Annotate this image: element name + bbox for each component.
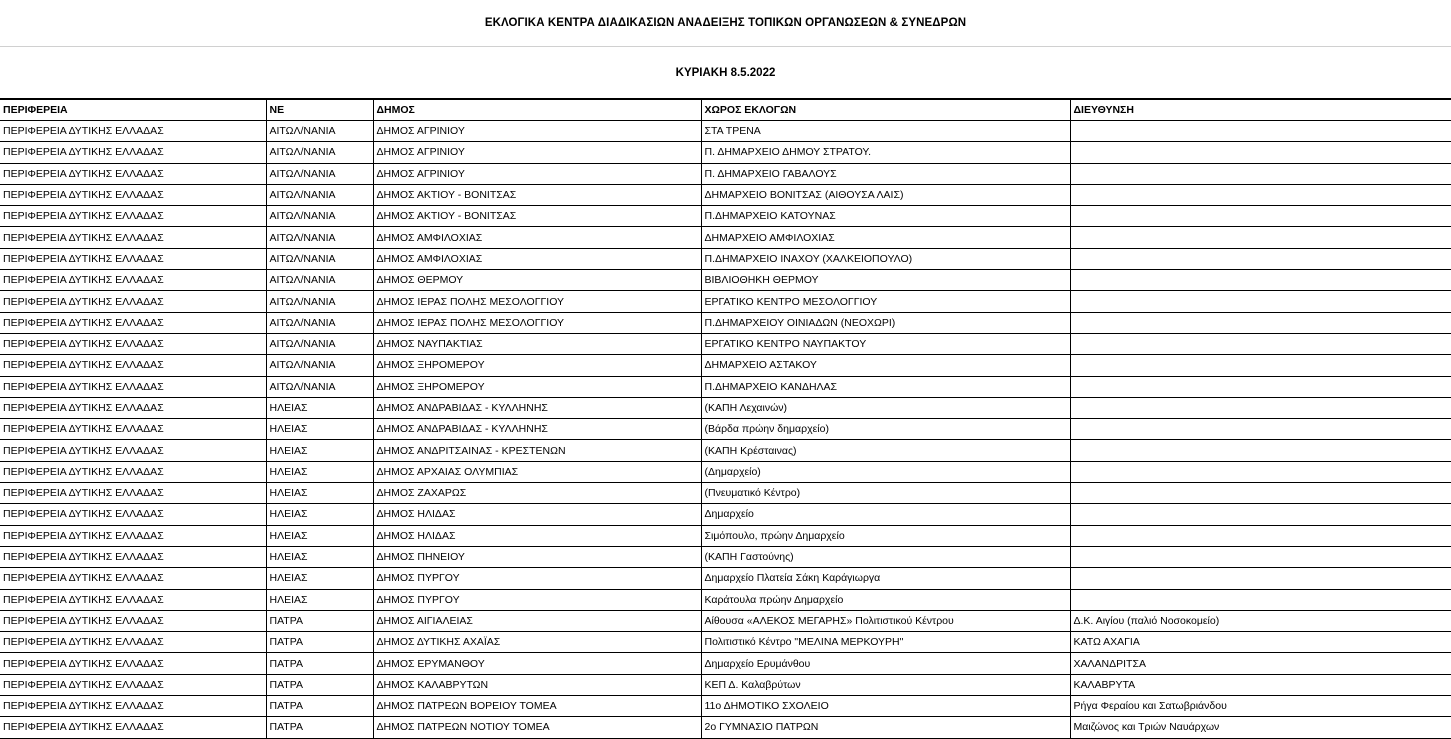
table-row bbox=[0, 483, 1451, 504]
table-row bbox=[0, 674, 1451, 695]
cell-regional-unit[interactable]: ΗΛΕΙΑΣ bbox=[266, 397, 373, 418]
table-row bbox=[0, 291, 1451, 312]
cell-regional-unit[interactable]: ΑΙΤΩΛ/ΝΑΝΙΑ bbox=[266, 142, 373, 163]
sheet-subtitle-row bbox=[0, 47, 1451, 99]
table-row bbox=[0, 419, 1451, 440]
table-row bbox=[0, 461, 1451, 482]
cell-regional-unit[interactable]: ΑΙΤΩΛ/ΝΑΝΙΑ bbox=[266, 355, 373, 376]
cell-polling-place[interactable]: ΔΗΜΑΡΧΕΙΟ ΑΣΤΑΚΟΥ bbox=[701, 355, 1070, 376]
cell-region[interactable]: ΠΕΡΙΦΕΡΕΙΑ ΔΥΤΙΚΗΣ ΕΛΛΑΔΑΣ bbox=[0, 653, 266, 674]
cell-regional-unit[interactable]: ΠΑΤΡΑ bbox=[266, 610, 373, 631]
table-row bbox=[0, 397, 1451, 418]
cell-municipality[interactable]: ΔΗΜΟΣ ΠΑΤΡΕΩΝ ΝΟΤΙΟΥ ΤΟΜΕΑ bbox=[373, 717, 701, 738]
cell-region[interactable]: ΠΕΡΙΦΕΡΕΙΑ ΔΥΤΙΚΗΣ ΕΛΛΑΔΑΣ bbox=[0, 483, 266, 504]
cell-regional-unit[interactable]: ΗΛΕΙΑΣ bbox=[266, 419, 373, 440]
cell-regional-unit[interactable]: ΠΑΤΡΑ bbox=[266, 717, 373, 738]
cell-regional-unit[interactable]: ΗΛΕΙΑΣ bbox=[266, 546, 373, 567]
cell-municipality[interactable]: ΔΗΜΟΣ ΘΕΡΜΟΥ bbox=[373, 270, 701, 291]
cell-address[interactable] bbox=[1070, 206, 1451, 227]
cell-region[interactable]: ΠΕΡΙΦΕΡΕΙΑ ΔΥΤΙΚΗΣ ΕΛΛΑΔΑΣ bbox=[0, 397, 266, 418]
cell-region[interactable]: ΠΕΡΙΦΕΡΕΙΑ ΔΥΤΙΚΗΣ ΕΛΛΑΔΑΣ bbox=[0, 270, 266, 291]
cell-regional-unit[interactable]: ΗΛΕΙΑΣ bbox=[266, 589, 373, 610]
cell-municipality[interactable]: ΔΗΜΟΣ ΗΛΙΔΑΣ bbox=[373, 504, 701, 525]
cell-polling-place[interactable]: Π. ΔΗΜΑΡΧΕΙΟ ΔΗΜΟΥ ΣΤΡΑΤΟΥ. bbox=[701, 142, 1070, 163]
cell-address[interactable] bbox=[1070, 376, 1451, 397]
cell-municipality[interactable]: ΔΗΜΟΣ ΑΙΓΙΑΛΕΙΑΣ bbox=[373, 610, 701, 631]
cell-region[interactable]: ΠΕΡΙΦΕΡΕΙΑ ΔΥΤΙΚΗΣ ΕΛΛΑΔΑΣ bbox=[0, 568, 266, 589]
cell-polling-place[interactable]: Πολιτιστικό Κέντρο "ΜΕΛΙΝΑ ΜΕΡΚΟΥΡΗ" bbox=[701, 632, 1070, 653]
cell-region[interactable]: ΠΕΡΙΦΕΡΕΙΑ ΔΥΤΙΚΗΣ ΕΛΛΑΔΑΣ bbox=[0, 440, 266, 461]
cell-address[interactable] bbox=[1070, 589, 1451, 610]
cell-municipality[interactable]: ΔΗΜΟΣ ΠΥΡΓΟΥ bbox=[373, 568, 701, 589]
cell-municipality[interactable]: ΔΗΜΟΣ ΑΝΔΡΙΤΣΑΙΝΑΣ - ΚΡΕΣΤΕΝΩΝ bbox=[373, 440, 701, 461]
cell-municipality[interactable]: ΔΗΜΟΣ ΙΕΡΑΣ ΠΟΛΗΣ ΜΕΣΟΛΟΓΓΙΟΥ bbox=[373, 312, 701, 333]
cell-regional-unit[interactable]: ΗΛΕΙΑΣ bbox=[266, 525, 373, 546]
table-header-row bbox=[0, 100, 1451, 121]
election-centers-table bbox=[0, 99, 1451, 739]
cell-address[interactable] bbox=[1070, 184, 1451, 205]
cell-address[interactable] bbox=[1070, 291, 1451, 312]
cell-region[interactable]: ΠΕΡΙΦΕΡΕΙΑ ΔΥΤΙΚΗΣ ΕΛΛΑΔΑΣ bbox=[0, 525, 266, 546]
cell-region[interactable]: ΠΕΡΙΦΕΡΕΙΑ ΔΥΤΙΚΗΣ ΕΛΛΑΔΑΣ bbox=[0, 504, 266, 525]
cell-regional-unit[interactable]: ΑΙΤΩΛ/ΝΑΝΙΑ bbox=[266, 227, 373, 248]
cell-regional-unit[interactable]: ΗΛΕΙΑΣ bbox=[266, 483, 373, 504]
cell-region[interactable]: ΠΕΡΙΦΕΡΕΙΑ ΔΥΤΙΚΗΣ ΕΛΛΑΔΑΣ bbox=[0, 291, 266, 312]
table-row bbox=[0, 653, 1451, 674]
header-municipality[interactable]: ΔΗΜΟΣ bbox=[373, 100, 701, 121]
table-row bbox=[0, 227, 1451, 248]
cell-address[interactable] bbox=[1070, 270, 1451, 291]
cell-municipality[interactable]: ΔΗΜΟΣ ΙΕΡΑΣ ΠΟΛΗΣ ΜΕΣΟΛΟΓΓΙΟΥ bbox=[373, 291, 701, 312]
cell-polling-place[interactable]: Π.ΔΗΜΑΡΧΕΙΟΥ ΟΙΝΙΑΔΩΝ (ΝΕΟΧΩΡΙ) bbox=[701, 312, 1070, 333]
cell-region[interactable]: ΠΕΡΙΦΕΡΕΙΑ ΔΥΤΙΚΗΣ ΕΛΛΑΔΑΣ bbox=[0, 121, 266, 142]
table-row bbox=[0, 568, 1451, 589]
cell-address[interactable]: Μαιζώνος και Τριών Ναυάρχων bbox=[1070, 717, 1451, 738]
table-row bbox=[0, 184, 1451, 205]
cell-polling-place[interactable]: Π. ΔΗΜΑΡΧΕΙΟ ΓΑΒΑΛΟΥΣ bbox=[701, 163, 1070, 184]
cell-municipality[interactable]: ΔΗΜΟΣ ΔΥΤΙΚΗΣ ΑΧΑΪΑΣ bbox=[373, 632, 701, 653]
cell-municipality[interactable]: ΔΗΜΟΣ ΠΥΡΓΟΥ bbox=[373, 589, 701, 610]
cell-region[interactable]: ΠΕΡΙΦΕΡΕΙΑ ΔΥΤΙΚΗΣ ΕΛΛΑΔΑΣ bbox=[0, 419, 266, 440]
cell-regional-unit[interactable]: ΗΛΕΙΑΣ bbox=[266, 568, 373, 589]
cell-region[interactable]: ΠΕΡΙΦΕΡΕΙΑ ΔΥΤΙΚΗΣ ΕΛΛΑΔΑΣ bbox=[0, 589, 266, 610]
cell-address[interactable] bbox=[1070, 312, 1451, 333]
sheet-title-row bbox=[0, 0, 1451, 47]
cell-address[interactable] bbox=[1070, 504, 1451, 525]
cell-municipality[interactable]: ΔΗΜΟΣ ΑΝΔΡΑΒΙΔΑΣ - ΚΥΛΛΗΝΗΣ bbox=[373, 419, 701, 440]
cell-polling-place[interactable]: Δημαρχείο Πλατεία Σάκη Καράγιωργα bbox=[701, 568, 1070, 589]
cell-polling-place[interactable]: Σιμόπουλο, πρώην Δημαρχείο bbox=[701, 525, 1070, 546]
cell-regional-unit[interactable]: ΑΙΤΩΛ/ΝΑΝΙΑ bbox=[266, 248, 373, 269]
cell-regional-unit[interactable]: ΑΙΤΩΛ/ΝΑΝΙΑ bbox=[266, 121, 373, 142]
cell-region[interactable]: ΠΕΡΙΦΕΡΕΙΑ ΔΥΤΙΚΗΣ ΕΛΛΑΔΑΣ bbox=[0, 227, 266, 248]
cell-municipality[interactable]: ΔΗΜΟΣ ΑΡΧΑΙΑΣ ΟΛΥΜΠΙΑΣ bbox=[373, 461, 701, 482]
cell-region[interactable]: ΠΕΡΙΦΕΡΕΙΑ ΔΥΤΙΚΗΣ ΕΛΛΑΔΑΣ bbox=[0, 610, 266, 631]
cell-regional-unit[interactable]: ΠΑΤΡΑ bbox=[266, 632, 373, 653]
cell-polling-place[interactable]: Καράτουλα πρώην Δημαρχείο bbox=[701, 589, 1070, 610]
cell-regional-unit[interactable]: ΗΛΕΙΑΣ bbox=[266, 440, 373, 461]
cell-region[interactable]: ΠΕΡΙΦΕΡΕΙΑ ΔΥΤΙΚΗΣ ΕΛΛΑΔΑΣ bbox=[0, 163, 266, 184]
table-row bbox=[0, 610, 1451, 631]
cell-polling-place[interactable]: Δημαρχείο Ερυμάνθου bbox=[701, 653, 1070, 674]
cell-polling-place[interactable]: (ΚΑΠΗ Λεχαινών) bbox=[701, 397, 1070, 418]
table-row bbox=[0, 440, 1451, 461]
cell-municipality[interactable]: ΔΗΜΟΣ ΑΚΤΙΟΥ - ΒΟΝΙΤΣΑΣ bbox=[373, 184, 701, 205]
cell-address[interactable]: ΧΑΛΑΝΔΡΙΤΣΑ bbox=[1070, 653, 1451, 674]
cell-polling-place[interactable]: (Βάρδα πρώην δημαρχείο) bbox=[701, 419, 1070, 440]
header-region[interactable]: ΠΕΡΙΦΕΡΕΙΑ bbox=[0, 100, 266, 121]
table-row bbox=[0, 312, 1451, 333]
cell-municipality[interactable]: ΔΗΜΟΣ ΑΝΔΡΑΒΙΔΑΣ - ΚΥΛΛΗΝΗΣ bbox=[373, 397, 701, 418]
cell-regional-unit[interactable]: ΑΙΤΩΛ/ΝΑΝΙΑ bbox=[266, 206, 373, 227]
cell-address[interactable]: ΚΑΤΩ ΑΧΑΓΙΑ bbox=[1070, 632, 1451, 653]
cell-municipality[interactable]: ΔΗΜΟΣ ΠΗΝΕΙΟΥ bbox=[373, 546, 701, 567]
cell-address[interactable] bbox=[1070, 333, 1451, 354]
cell-region[interactable]: ΠΕΡΙΦΕΡΕΙΑ ΔΥΤΙΚΗΣ ΕΛΛΑΔΑΣ bbox=[0, 142, 266, 163]
cell-address[interactable] bbox=[1070, 355, 1451, 376]
cell-polling-place[interactable]: ΕΡΓΑΤΙΚΟ ΚΕΝΤΡΟ ΜΕΣΟΛΟΓΓΙΟΥ bbox=[701, 291, 1070, 312]
cell-address[interactable] bbox=[1070, 440, 1451, 461]
cell-regional-unit[interactable]: ΗΛΕΙΑΣ bbox=[266, 461, 373, 482]
table-row bbox=[0, 355, 1451, 376]
cell-polling-place[interactable]: (ΚΑΠΗ Γαστούνης) bbox=[701, 546, 1070, 567]
cell-municipality[interactable]: ΔΗΜΟΣ ΚΑΛΑΒΡΥΤΩΝ bbox=[373, 674, 701, 695]
cell-address[interactable]: ΚΑΛΑΒΡΥΤΑ bbox=[1070, 674, 1451, 695]
cell-region[interactable]: ΠΕΡΙΦΕΡΕΙΑ ΔΥΤΙΚΗΣ ΕΛΛΑΔΑΣ bbox=[0, 461, 266, 482]
cell-region[interactable]: ΠΕΡΙΦΕΡΕΙΑ ΔΥΤΙΚΗΣ ΕΛΛΑΔΑΣ bbox=[0, 248, 266, 269]
cell-polling-place[interactable]: ΕΡΓΑΤΙΚΟ ΚΕΝΤΡΟ ΝΑΥΠΑΚΤΟΥ bbox=[701, 333, 1070, 354]
cell-region[interactable]: ΠΕΡΙΦΕΡΕΙΑ ΔΥΤΙΚΗΣ ΕΛΛΑΔΑΣ bbox=[0, 206, 266, 227]
table-body bbox=[0, 121, 1451, 739]
cell-polling-place[interactable]: (Πνευματικό Κέντρο) bbox=[701, 483, 1070, 504]
table-row bbox=[0, 121, 1451, 142]
cell-region[interactable]: ΠΕΡΙΦΕΡΕΙΑ ΔΥΤΙΚΗΣ ΕΛΛΑΔΑΣ bbox=[0, 184, 266, 205]
cell-polling-place[interactable]: Π.ΔΗΜΑΡΧΕΙΟ ΚΑΝΔΗΛΑΣ bbox=[701, 376, 1070, 397]
cell-municipality[interactable]: ΔΗΜΟΣ ΝΑΥΠΑΚΤΙΑΣ bbox=[373, 333, 701, 354]
cell-regional-unit[interactable]: ΑΙΤΩΛ/ΝΑΝΙΑ bbox=[266, 333, 373, 354]
cell-address[interactable] bbox=[1070, 163, 1451, 184]
cell-regional-unit[interactable]: ΠΑΤΡΑ bbox=[266, 653, 373, 674]
cell-region[interactable]: ΠΕΡΙΦΕΡΕΙΑ ΔΥΤΙΚΗΣ ΕΛΛΑΔΑΣ bbox=[0, 376, 266, 397]
cell-address[interactable] bbox=[1070, 397, 1451, 418]
cell-address[interactable] bbox=[1070, 121, 1451, 142]
table-row bbox=[0, 163, 1451, 184]
cell-region[interactable]: ΠΕΡΙΦΕΡΕΙΑ ΔΥΤΙΚΗΣ ΕΛΛΑΔΑΣ bbox=[0, 632, 266, 653]
cell-address[interactable] bbox=[1070, 546, 1451, 567]
sheet-title: ΕΚΛΟΓΙΚΑ ΚΕΝΤΡΑ ΔΙΑΔΙΚΑΣΙΩΝ ΑΝΑΔΕΙΞΗΣ ΤΟΠΙΚΩΝ ΟΡΓΑΝΩΣΕΩΝ & ΣΥΝΕΔΡΩΝ bbox=[484, 17, 967, 29]
cell-address[interactable] bbox=[1070, 419, 1451, 440]
table-row bbox=[0, 504, 1451, 525]
table-row bbox=[0, 632, 1451, 653]
cell-address[interactable]: Ρήγα Φεραίου και Σατωβριάνδου bbox=[1070, 696, 1451, 717]
cell-region[interactable]: ΠΕΡΙΦΕΡΕΙΑ ΔΥΤΙΚΗΣ ΕΛΛΑΔΑΣ bbox=[0, 333, 266, 354]
header-polling-place[interactable]: ΧΩΡΟΣ ΕΚΛΟΓΩΝ bbox=[701, 100, 1070, 121]
cell-municipality[interactable]: ΔΗΜΟΣ ΕΡΥΜΑΝΘΟΥ bbox=[373, 653, 701, 674]
cell-region[interactable]: ΠΕΡΙΦΕΡΕΙΑ ΔΥΤΙΚΗΣ ΕΛΛΑΔΑΣ bbox=[0, 674, 266, 695]
table-row bbox=[0, 717, 1451, 738]
cell-address[interactable] bbox=[1070, 525, 1451, 546]
cell-polling-place[interactable]: Αίθουσα «ΑΛΕΚΟΣ ΜΕΓΑΡΗΣ» Πολιτιστικού Κέντρου bbox=[701, 610, 1070, 631]
cell-regional-unit[interactable]: ΗΛΕΙΑΣ bbox=[266, 504, 373, 525]
cell-regional-unit[interactable]: ΑΙΤΩΛ/ΝΑΝΙΑ bbox=[266, 270, 373, 291]
cell-region[interactable]: ΠΕΡΙΦΕΡΕΙΑ ΔΥΤΙΚΗΣ ΕΛΛΑΔΑΣ bbox=[0, 355, 266, 376]
cell-polling-place[interactable]: ΒΙΒΛΙΟΘΗΚΗ ΘΕΡΜΟΥ bbox=[701, 270, 1070, 291]
cell-municipality[interactable]: ΔΗΜΟΣ ΖΑΧΑΡΩΣ bbox=[373, 483, 701, 504]
cell-municipality[interactable]: ΔΗΜΟΣ ΗΛΙΔΑΣ bbox=[373, 525, 701, 546]
cell-region[interactable]: ΠΕΡΙΦΕΡΕΙΑ ΔΥΤΙΚΗΣ ΕΛΛΑΔΑΣ bbox=[0, 312, 266, 333]
cell-polling-place[interactable]: ΔΗΜΑΡΧΕΙΟ ΑΜΦΙΛΟΧΙΑΣ bbox=[701, 227, 1070, 248]
cell-address[interactable] bbox=[1070, 142, 1451, 163]
cell-address[interactable] bbox=[1070, 227, 1451, 248]
cell-municipality[interactable]: ΔΗΜΟΣ ΑΜΦΙΛΟΧΙΑΣ bbox=[373, 227, 701, 248]
table-row bbox=[0, 546, 1451, 567]
cell-municipality[interactable]: ΔΗΜΟΣ ΑΓΡΙΝΙΟΥ bbox=[373, 121, 701, 142]
header-address[interactable]: ΔΙΕΥΘΥΝΣΗ bbox=[1070, 100, 1451, 121]
table-row bbox=[0, 376, 1451, 397]
cell-polling-place[interactable]: (Δημαρχείο) bbox=[701, 461, 1070, 482]
cell-address[interactable] bbox=[1070, 483, 1451, 504]
table-row bbox=[0, 589, 1451, 610]
cell-polling-place[interactable]: 11ο ΔΗΜΟΤΙΚΟ ΣΧΟΛΕΙΟ bbox=[701, 696, 1070, 717]
cell-regional-unit[interactable]: ΠΑΤΡΑ bbox=[266, 696, 373, 717]
cell-region[interactable]: ΠΕΡΙΦΕΡΕΙΑ ΔΥΤΙΚΗΣ ΕΛΛΑΔΑΣ bbox=[0, 546, 266, 567]
cell-region[interactable]: ΠΕΡΙΦΕΡΕΙΑ ΔΥΤΙΚΗΣ ΕΛΛΑΔΑΣ bbox=[0, 717, 266, 738]
cell-polling-place[interactable]: ΚΕΠ Δ. Καλαβρύτων bbox=[701, 674, 1070, 695]
cell-address[interactable] bbox=[1070, 568, 1451, 589]
cell-polling-place[interactable]: (ΚΑΠΗ Κρέσταινας) bbox=[701, 440, 1070, 461]
cell-polling-place[interactable]: Π.ΔΗΜΑΡΧΕΙΟ ΙΝΑΧΟΥ (ΧΑΛΚΕΙΟΠΟΥΛΟ) bbox=[701, 248, 1070, 269]
cell-polling-place[interactable]: Δημαρχείο bbox=[701, 504, 1070, 525]
cell-municipality[interactable]: ΔΗΜΟΣ ΠΑΤΡΕΩΝ ΒΟΡΕΙΟΥ ΤΟΜΕΑ bbox=[373, 696, 701, 717]
cell-address[interactable] bbox=[1070, 248, 1451, 269]
cell-regional-unit[interactable]: ΑΙΤΩΛ/ΝΑΝΙΑ bbox=[266, 291, 373, 312]
cell-municipality[interactable]: ΔΗΜΟΣ ΑΜΦΙΛΟΧΙΑΣ bbox=[373, 248, 701, 269]
table-row bbox=[0, 270, 1451, 291]
cell-polling-place[interactable]: Π.ΔΗΜΑΡΧΕΙΟ ΚΑΤΟΥΝΑΣ bbox=[701, 206, 1070, 227]
cell-region[interactable]: ΠΕΡΙΦΕΡΕΙΑ ΔΥΤΙΚΗΣ ΕΛΛΑΔΑΣ bbox=[0, 696, 266, 717]
cell-municipality[interactable]: ΔΗΜΟΣ ΞΗΡΟΜΕΡΟΥ bbox=[373, 376, 701, 397]
cell-regional-unit[interactable]: ΠΑΤΡΑ bbox=[266, 674, 373, 695]
table-row bbox=[0, 206, 1451, 227]
table-row bbox=[0, 248, 1451, 269]
cell-polling-place[interactable]: 2ο ΓΥΜΝΑΣΙΟ ΠΑΤΡΩΝ bbox=[701, 717, 1070, 738]
table-row bbox=[0, 696, 1451, 717]
table-row bbox=[0, 525, 1451, 546]
cell-regional-unit[interactable]: ΑΙΤΩΛ/ΝΑΝΙΑ bbox=[266, 312, 373, 333]
cell-regional-unit[interactable]: ΑΙΤΩΛ/ΝΑΝΙΑ bbox=[266, 184, 373, 205]
cell-address[interactable]: Δ.Κ. Αιγίου (παλιό Νοσοκομείο) bbox=[1070, 610, 1451, 631]
cell-polling-place[interactable]: ΔΗΜΑΡΧΕΙΟ ΒΟΝΙΤΣΑΣ (ΑΙΘΟΥΣΑ ΛΑΙΣ) bbox=[701, 184, 1070, 205]
sheet-subtitle: ΚΥΡΙΑΚΗ 8.5.2022 bbox=[675, 66, 776, 79]
header-regional-unit[interactable]: ΝΕ bbox=[266, 100, 373, 121]
cell-polling-place[interactable]: ΣΤΑ ΤΡΕΝΑ bbox=[701, 121, 1070, 142]
cell-municipality[interactable]: ΔΗΜΟΣ ΑΓΡΙΝΙΟΥ bbox=[373, 163, 701, 184]
table-row bbox=[0, 142, 1451, 163]
cell-regional-unit[interactable]: ΑΙΤΩΛ/ΝΑΝΙΑ bbox=[266, 376, 373, 397]
cell-regional-unit[interactable]: ΑΙΤΩΛ/ΝΑΝΙΑ bbox=[266, 163, 373, 184]
cell-municipality[interactable]: ΔΗΜΟΣ ΞΗΡΟΜΕΡΟΥ bbox=[373, 355, 701, 376]
cell-municipality[interactable]: ΔΗΜΟΣ ΑΚΤΙΟΥ - ΒΟΝΙΤΣΑΣ bbox=[373, 206, 701, 227]
table-row bbox=[0, 333, 1451, 354]
cell-address[interactable] bbox=[1070, 461, 1451, 482]
cell-municipality[interactable]: ΔΗΜΟΣ ΑΓΡΙΝΙΟΥ bbox=[373, 142, 701, 163]
